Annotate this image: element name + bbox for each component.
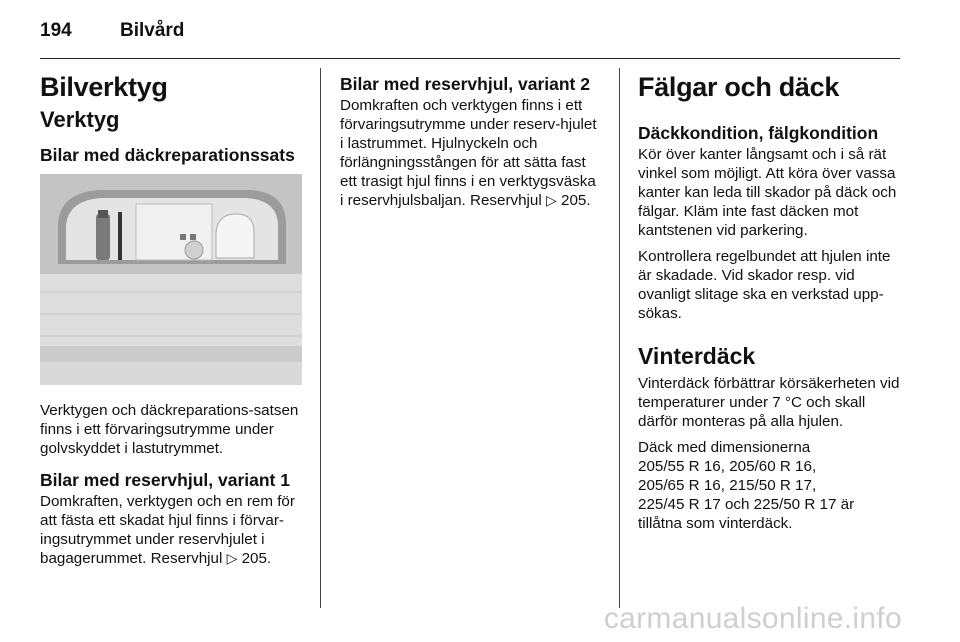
tire-dimensions-paragraph (638, 438, 902, 533)
photo-caption: Verktygen och däckreparations-satsen finns i ett förvaringsutrymme under golvskyddet i lastutrymmet. (40, 402, 299, 457)
column-divider (320, 68, 321, 608)
subsection-title: Vinterdäck (638, 343, 756, 369)
section-title: Fälgar och däck (638, 72, 840, 102)
section-heading: Bilar med reservhjul, variant 2 (340, 74, 590, 94)
paragraph: Vinterdäck förbättrar körsäkerheten vid temperaturer under 7 °C och skall därför monteras på alla hjulen. (638, 375, 900, 430)
paragraph-line: Däck med dimensionerna (638, 439, 811, 456)
page-reference: 205. (561, 192, 591, 209)
page-reference-arrow-icon: ▷ (226, 550, 238, 566)
paragraph (40, 492, 304, 568)
column-right (638, 62, 902, 540)
section-heading: Bilar med reservhjul, variant 1 (40, 470, 290, 490)
section-heading: Däckkondition, fälgkondition (638, 123, 879, 143)
paragraph: Kör över kanter långsamt och i så rät vinkel som möjligt. Att köra över vassa kanter kan leda till skador på däck och fälgar. Kläm inte fast däcken mot kantstenen vid parkering. (638, 146, 897, 239)
page-header (40, 12, 900, 59)
paragraph: Kontrollera regelbundet att hjulen inte är skadade. Vid skador resp. vid ovanligt slitage ska en verkstad upp-sökas. (638, 248, 891, 322)
section-title: Bilverktyg (40, 72, 168, 102)
watermark: carmanualsonline.info (603, 602, 902, 635)
paragraph-line: tillåtna som vinterdäck. (638, 515, 793, 532)
paragraph-text: Domkraften och verktygen finns i ett förvaringsutrymme under reserv-hjulet i lastrummet. Hjulnyckeln och förlängningsstången för att sätta fast ett trasigt hjul finns i en verktygsväska i reservhjulsbaljan. Reservhjul (340, 97, 597, 209)
column-divider (619, 68, 620, 608)
page-reference: 205. (241, 550, 272, 567)
paragraph-line: 205/65 R 16, 215/50 R 17, (638, 477, 817, 494)
paragraph-text: Domkraften, verktygen och en rem för att fästa ett skadat hjul finns i förvar-ingsutrymmet under reservhjulet i bagagerummet. Reservhjul (40, 493, 295, 567)
paragraph-line: 205/55 R 16, 205/60 R 16, (638, 458, 817, 475)
subsection-title: Verktyg (40, 107, 120, 132)
chapter-title: Bilvård (120, 20, 185, 41)
tool-storage-photo (40, 174, 302, 385)
page-reference-arrow-icon: ▷ (545, 192, 557, 208)
page-number: 194 (40, 20, 72, 41)
paragraph-line: 225/45 R 17 och 225/50 R 17 är (638, 496, 855, 513)
section-heading: Bilar med däckreparationssats (40, 145, 295, 165)
paragraph (340, 96, 602, 210)
column-left (40, 62, 304, 575)
column-middle (340, 62, 602, 217)
